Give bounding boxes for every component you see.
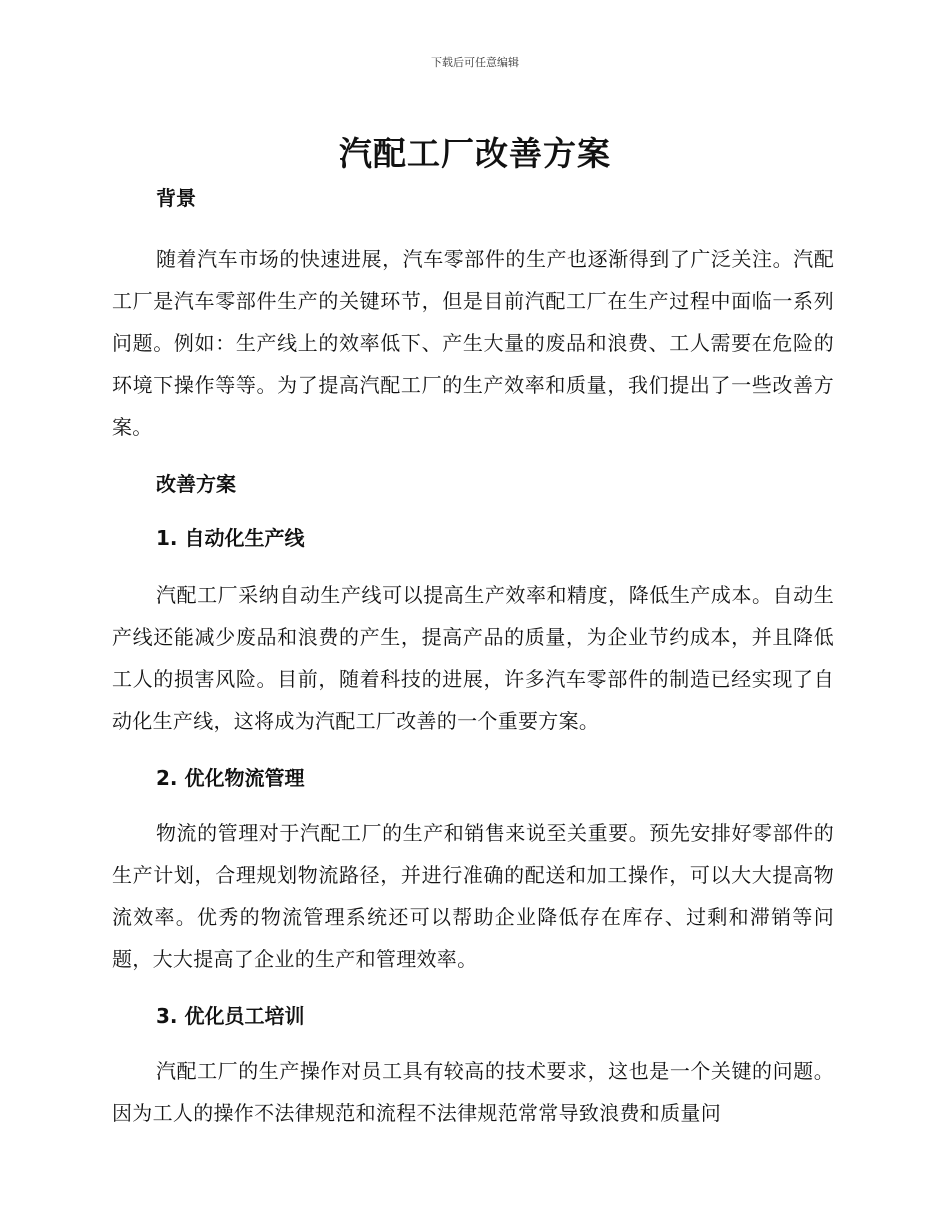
plan-heading: 改善方案	[156, 472, 236, 496]
background-paragraph: 随着汽车市场的快速进展，汽车零部件的生产也逐渐得到了广泛关注。汽配工厂是汽车零部件生产的关键环节，但是目前汽配工厂在生产过程中面临一系列问题。例如：生产线上的效率低下、产生大量的废品和浪费、工人需要在危险的环境下操作等等。为了提高汽配工厂的生产效率和质量，我们提出了一些改善方案。	[112, 247, 834, 439]
item2-heading: 2. 优化物流管理	[156, 766, 305, 790]
item3-paragraph: 汽配工厂的生产操作对员工具有较高的技术要求，这也是一个关键的问题。因为工人的操作不法律规范和流程不法律规范常常导致浪费和质量问	[112, 1059, 834, 1125]
item2-paragraph: 物流的管理对于汽配工厂的生产和销售来说至关重要。预先安排好零部件的生产计划，合理规划物流路径，并进行准确的配送和加工操作，可以大大提高物流效率。优秀的物流管理系统还可以帮助企业降低存在库存、过剩和滞销等问题，大大提高了企业的生产和管理效率。	[112, 821, 834, 971]
item1-paragraph: 汽配工厂采纳自动生产线可以提高生产效率和精度，降低生产成本。自动生产线还能减少废品和浪费的产生，提高产品的质量，为企业节约成本，并且降低工人的损害风险。目前，随着科技的进展，许多汽车零部件的制造已经实现了自动化生产线，这将成为汽配工厂改善的一个重要方案。	[112, 583, 834, 733]
item3-heading: 3. 优化员工培训	[156, 1004, 305, 1028]
document-title: 汽配工厂改善方案	[339, 134, 611, 173]
header-note: 下载后可任意编辑	[431, 56, 519, 69]
item1-heading: 1. 自动化生产线	[156, 526, 305, 550]
document-body	[112, 180, 834, 1134]
background-heading: 背景	[156, 186, 196, 210]
